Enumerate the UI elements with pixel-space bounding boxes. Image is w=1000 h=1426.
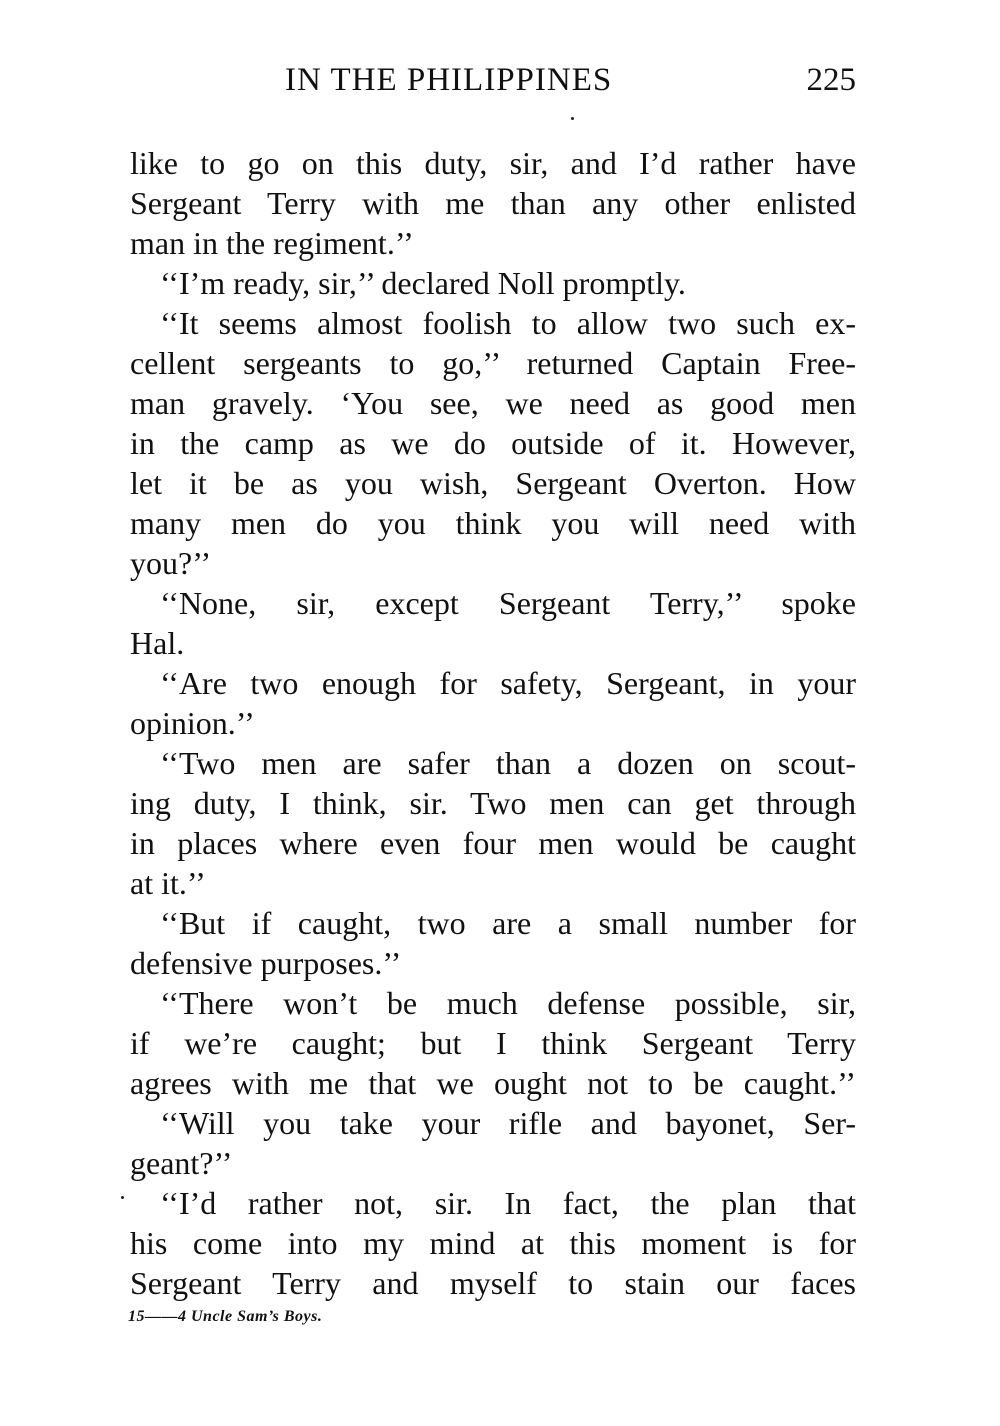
text-line: geant?’’ <box>130 1145 233 1181</box>
text-line: ‘‘It seems almost foolish to allow two such ex- <box>160 305 856 341</box>
text-line: man gravely. ‘You see, we need as good men <box>130 385 856 421</box>
text-line: in places where even four men would be caught <box>130 825 856 861</box>
text-line: if we’re caught; but I think Sergeant Terry <box>130 1025 856 1061</box>
print-speck <box>121 1196 124 1199</box>
text-line: his come into my mind at this moment is for <box>130 1225 856 1261</box>
text-line: Sergeant Terry with me than any other enlisted <box>130 185 856 221</box>
text-line: in the camp as we do outside of it. However, <box>130 425 856 461</box>
text-line: ‘‘I’m ready, sir,’’ declared Noll promptly. <box>160 265 686 301</box>
text-line: ‘‘But if caught, two are a small number for <box>160 905 856 941</box>
text-line: agrees with me that we ought not to be caught.’’ <box>130 1065 856 1101</box>
text-line: ‘‘Are two enough for safety, Sergeant, in your <box>160 665 856 701</box>
signature-mark: 15——4 Uncle Sam’s Boys. <box>128 1308 323 1325</box>
page-number: 225 <box>806 62 856 98</box>
running-title: IN THE PHILIPPINES <box>285 62 613 98</box>
text-line: ‘‘There won’t be much defense possible, sir, <box>160 985 856 1021</box>
text-line: Hal. <box>130 625 185 661</box>
text-line: opinion.’’ <box>130 705 255 741</box>
text-line: Sergeant Terry and myself to stain our faces <box>130 1265 856 1301</box>
text-line: ‘‘None, sir, except Sergeant Terry,’’ spoke <box>160 585 856 621</box>
running-head <box>130 56 858 104</box>
text-line: defensive purposes.’’ <box>130 945 402 981</box>
text-line: ‘‘Two men are safer than a dozen on scout- <box>160 745 856 781</box>
text-line: let it be as you wish, Sergeant Overton. How <box>130 465 856 501</box>
text-line: at it.’’ <box>130 865 206 901</box>
text-line: ing duty, I think, sir. Two men can get through <box>130 785 856 821</box>
text-line: many men do you think you will need with <box>130 505 856 541</box>
body-text <box>130 143 856 1303</box>
text-line: you?’’ <box>130 545 212 581</box>
text-line: ‘‘I’d rather not, sir. In fact, the plan that <box>160 1185 856 1221</box>
print-speck <box>571 117 574 120</box>
text-line: like to go on this duty, sir, and I’d rather have <box>130 145 856 181</box>
text-line: man in the regiment.’’ <box>130 225 414 261</box>
text-line: ‘‘Will you take your rifle and bayonet, Ser- <box>160 1105 856 1141</box>
text-line: cellent sergeants to go,’’ returned Captain Free- <box>130 345 856 381</box>
